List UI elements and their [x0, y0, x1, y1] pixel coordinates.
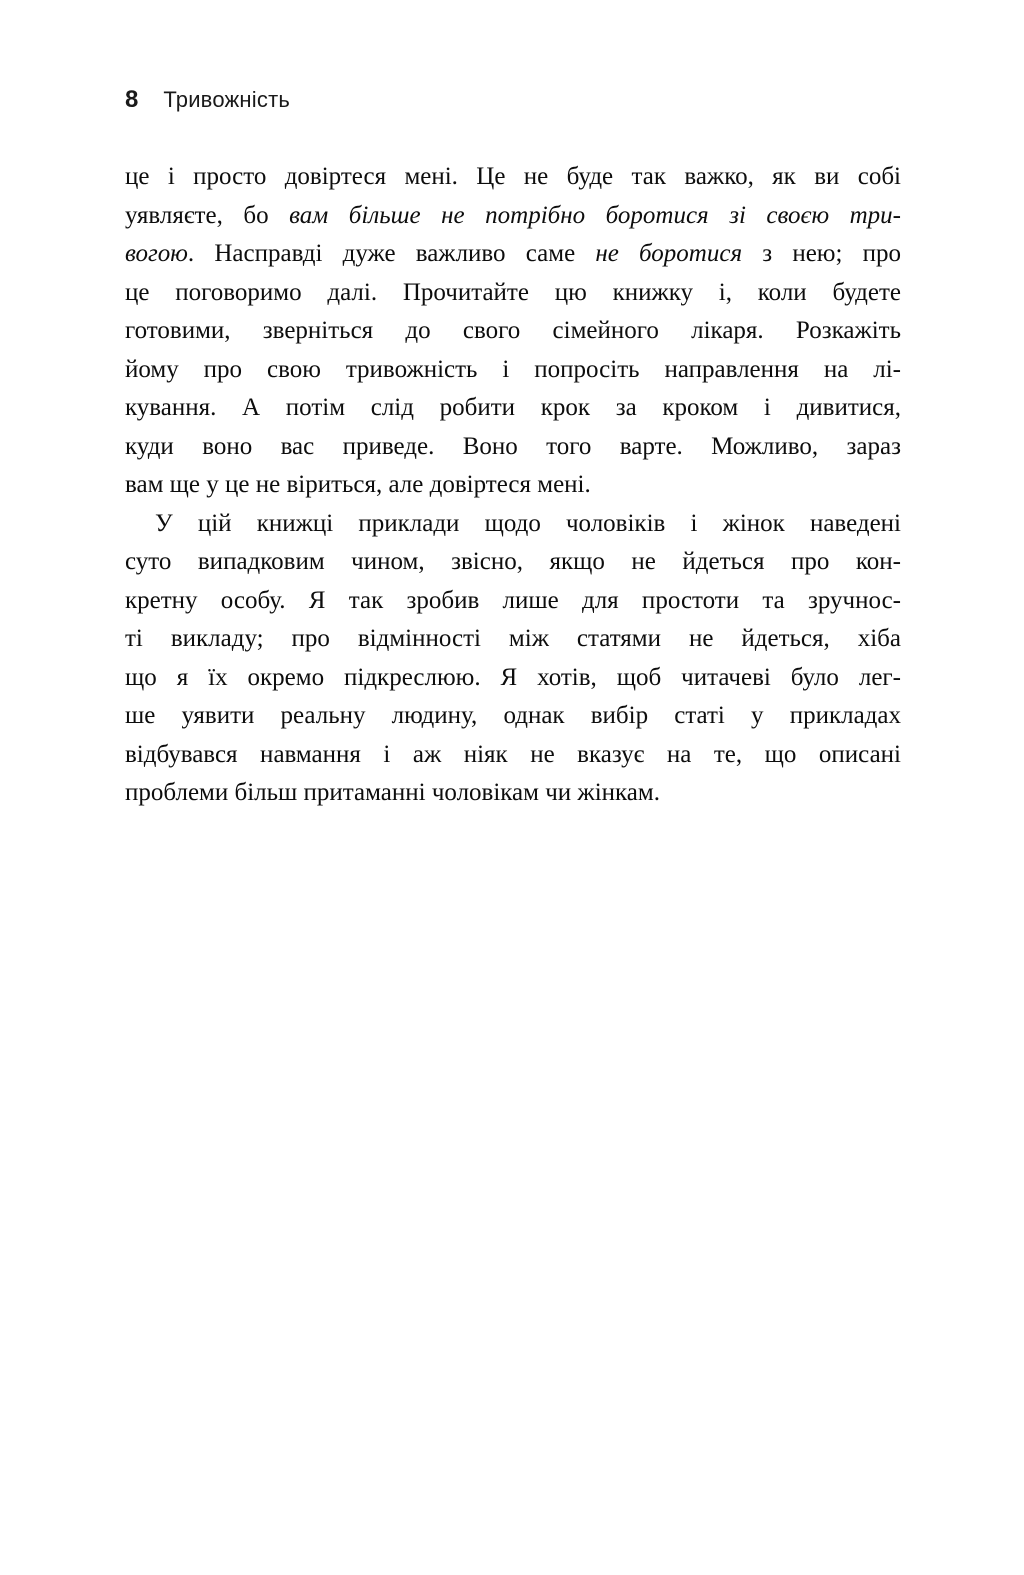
text-line [125, 197, 901, 236]
text-line [125, 389, 901, 428]
text-segment: це і просто довіртеся мені. Це не буде так важко, як ви собі [125, 163, 901, 190]
running-head [125, 86, 290, 114]
text-segment: У цій книжці приклади щодо чоловіків і жінок наведені [155, 509, 901, 537]
text-segment: що я їх окремо підкреслюю. Я хотів, щоб читачеві було лег- [125, 663, 901, 691]
text-segment: проблеми більш притаманні чоловікам чи жінкам. [125, 779, 660, 806]
text-line [125, 505, 901, 544]
text-line [125, 697, 901, 736]
text-segment: з нею; про [742, 240, 902, 267]
text-segment: кування. А потім слід робити крок за кроком і дивитися, [125, 394, 901, 421]
text-segment: уявляєте, бо [125, 201, 290, 229]
text-line [125, 158, 901, 197]
running-title: Тривожність [163, 87, 291, 112]
paragraph [125, 158, 901, 505]
text-line [125, 466, 901, 505]
text-segment: вам більше не потрібно боротися зі своєю три- [289, 201, 901, 229]
text-segment: . Насправді дуже важливо саме [187, 240, 596, 267]
text-line [125, 620, 901, 659]
text-segment: кретну особу. Я так зробив лише для простоти та зручнос- [125, 586, 901, 614]
text-line [125, 659, 901, 698]
text-segment: готовими, зверніться до свого сімейного лікаря. Розкажіть [125, 317, 901, 344]
text-segment: йому про свою тривожність і попросіть направлення на лі- [125, 355, 901, 383]
text-line [125, 274, 901, 313]
text-segment: куди воно вас приведе. Воно того варте. Можливо, зараз [125, 432, 901, 460]
text-line [125, 582, 901, 621]
text-segment: ше уявити реальну людину, однак вибір статі у прикладах [125, 702, 901, 729]
body-text [125, 158, 901, 813]
text-segment: ті викладу; про відмінності між статями не йдеться, хіба [125, 625, 901, 652]
text-segment: вогою [125, 240, 188, 267]
text-line [125, 235, 901, 274]
text-line [125, 543, 901, 582]
page-number: 8 [125, 86, 139, 113]
text-line [125, 351, 901, 390]
text-segment: суто випадковим чином, звісно, якщо не йдеться про кон- [125, 548, 901, 575]
text-segment: відбувався навмання і аж ніяк не вказує на те, що описані [125, 740, 901, 768]
text-line [125, 428, 901, 467]
text-line [125, 774, 901, 813]
paragraph [125, 505, 901, 813]
text-segment: вам ще у це не віриться, але довіртеся мені. [125, 471, 591, 498]
text-line [125, 736, 901, 775]
text-segment: це поговоримо далі. Прочитайте цю книжку і, коли будете [125, 278, 901, 306]
text-segment: не боротися [595, 240, 743, 267]
text-line [125, 312, 901, 351]
